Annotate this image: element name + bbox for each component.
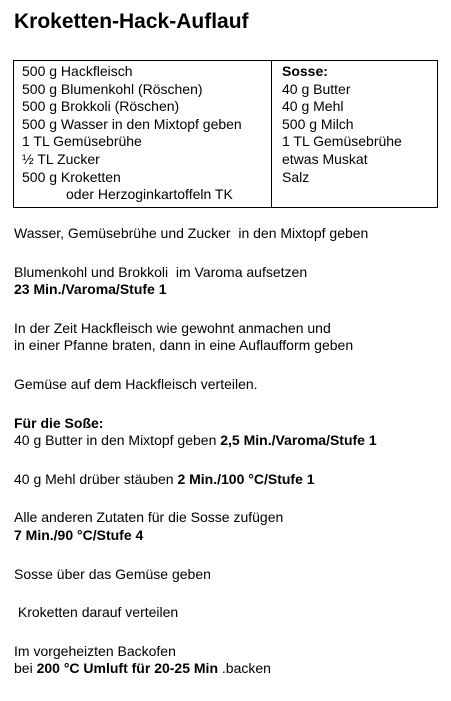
step-7 [14, 509, 444, 544]
step-setting: 200 °C Umluft für 20-25 Min [36, 660, 218, 677]
sauce-item: 40 g Butter [282, 80, 351, 97]
step-setting: 7 Min./90 °C/Stufe 4 [14, 526, 144, 543]
step-text: Blumenkohl und Brokkoli im Varoma aufsetzen [14, 263, 308, 280]
step-9 [14, 604, 444, 622]
step-text: Kroketten darauf verteilen [14, 604, 179, 621]
ingredient-item: ½ TL Zucker [22, 150, 100, 167]
step-3 [14, 320, 444, 355]
step-text: 40 g Butter in den Mixtopf geben [14, 432, 221, 449]
step-text: Wasser, Gemüsebrühe und Zucker in den Mixtopf geben [14, 225, 369, 241]
step-setting: 2,5 Min./Varoma/Stufe 1 [220, 432, 377, 449]
sauce-ingredients-cell [272, 61, 438, 208]
step-setting: 23 Min./Varoma/Stufe 1 [14, 281, 167, 298]
ingredient-item: 500 g Blumenkohl (Röschen) [22, 80, 203, 97]
step-4 [14, 376, 444, 394]
recipe-title: Kroketten-Hack-Auflauf [14, 10, 249, 33]
step-5 [14, 415, 444, 450]
ingredient-item: 1 TL Gemüsebrühe [22, 133, 142, 150]
step-setting: 2 Min./100 °C/Stufe 1 [177, 470, 315, 487]
sauce-heading: Sosse: [282, 63, 328, 79]
sauce-item: 1 TL Gemüsebrühe [282, 133, 402, 150]
main-ingredients-cell [14, 61, 272, 208]
step-text: Gemüse auf dem Hackfleisch verteilen. [14, 375, 258, 392]
step-text: Alle anderen Zutaten für die Sosse zufügen [14, 509, 284, 526]
step-text: .backen [218, 660, 271, 677]
step-text: Sosse über das Gemüse geben [14, 565, 211, 582]
ingredient-item: 500 g Kroketten [22, 168, 121, 185]
step-text: bei [14, 660, 37, 677]
step-8 [14, 566, 444, 584]
ingredient-item: 500 g Hackfleisch [22, 63, 133, 79]
step-text: Im vorgeheizten Backofen [14, 642, 176, 659]
step-2 [14, 264, 444, 299]
ingredient-item: 500 g Wasser in den Mixtopf geben [22, 115, 242, 132]
sauce-item: Salz [282, 168, 310, 185]
step-text: In der Zeit Hackfleisch wie gewohnt anmachen und [14, 319, 331, 336]
step-text: 40 g Mehl drüber stäuben [14, 470, 178, 487]
step-6 [14, 471, 444, 489]
step-10 [14, 643, 444, 678]
step-text: in einer Pfanne braten, dann in eine Auflaufform geben [14, 337, 354, 354]
sauce-item: 40 g Mehl [282, 98, 344, 115]
sauce-item: 500 g Milch [282, 115, 354, 132]
instructions [14, 225, 444, 699]
ingredient-item: oder Herzoginkartoffeln TK [66, 186, 233, 203]
sauce-section-heading: Für die Soße: [14, 414, 104, 431]
ingredient-item: 500 g Brokkoli (Röschen) [22, 98, 180, 115]
sauce-item: etwas Muskat [282, 150, 368, 167]
step-1 [14, 225, 444, 243]
ingredients-table [13, 60, 438, 208]
